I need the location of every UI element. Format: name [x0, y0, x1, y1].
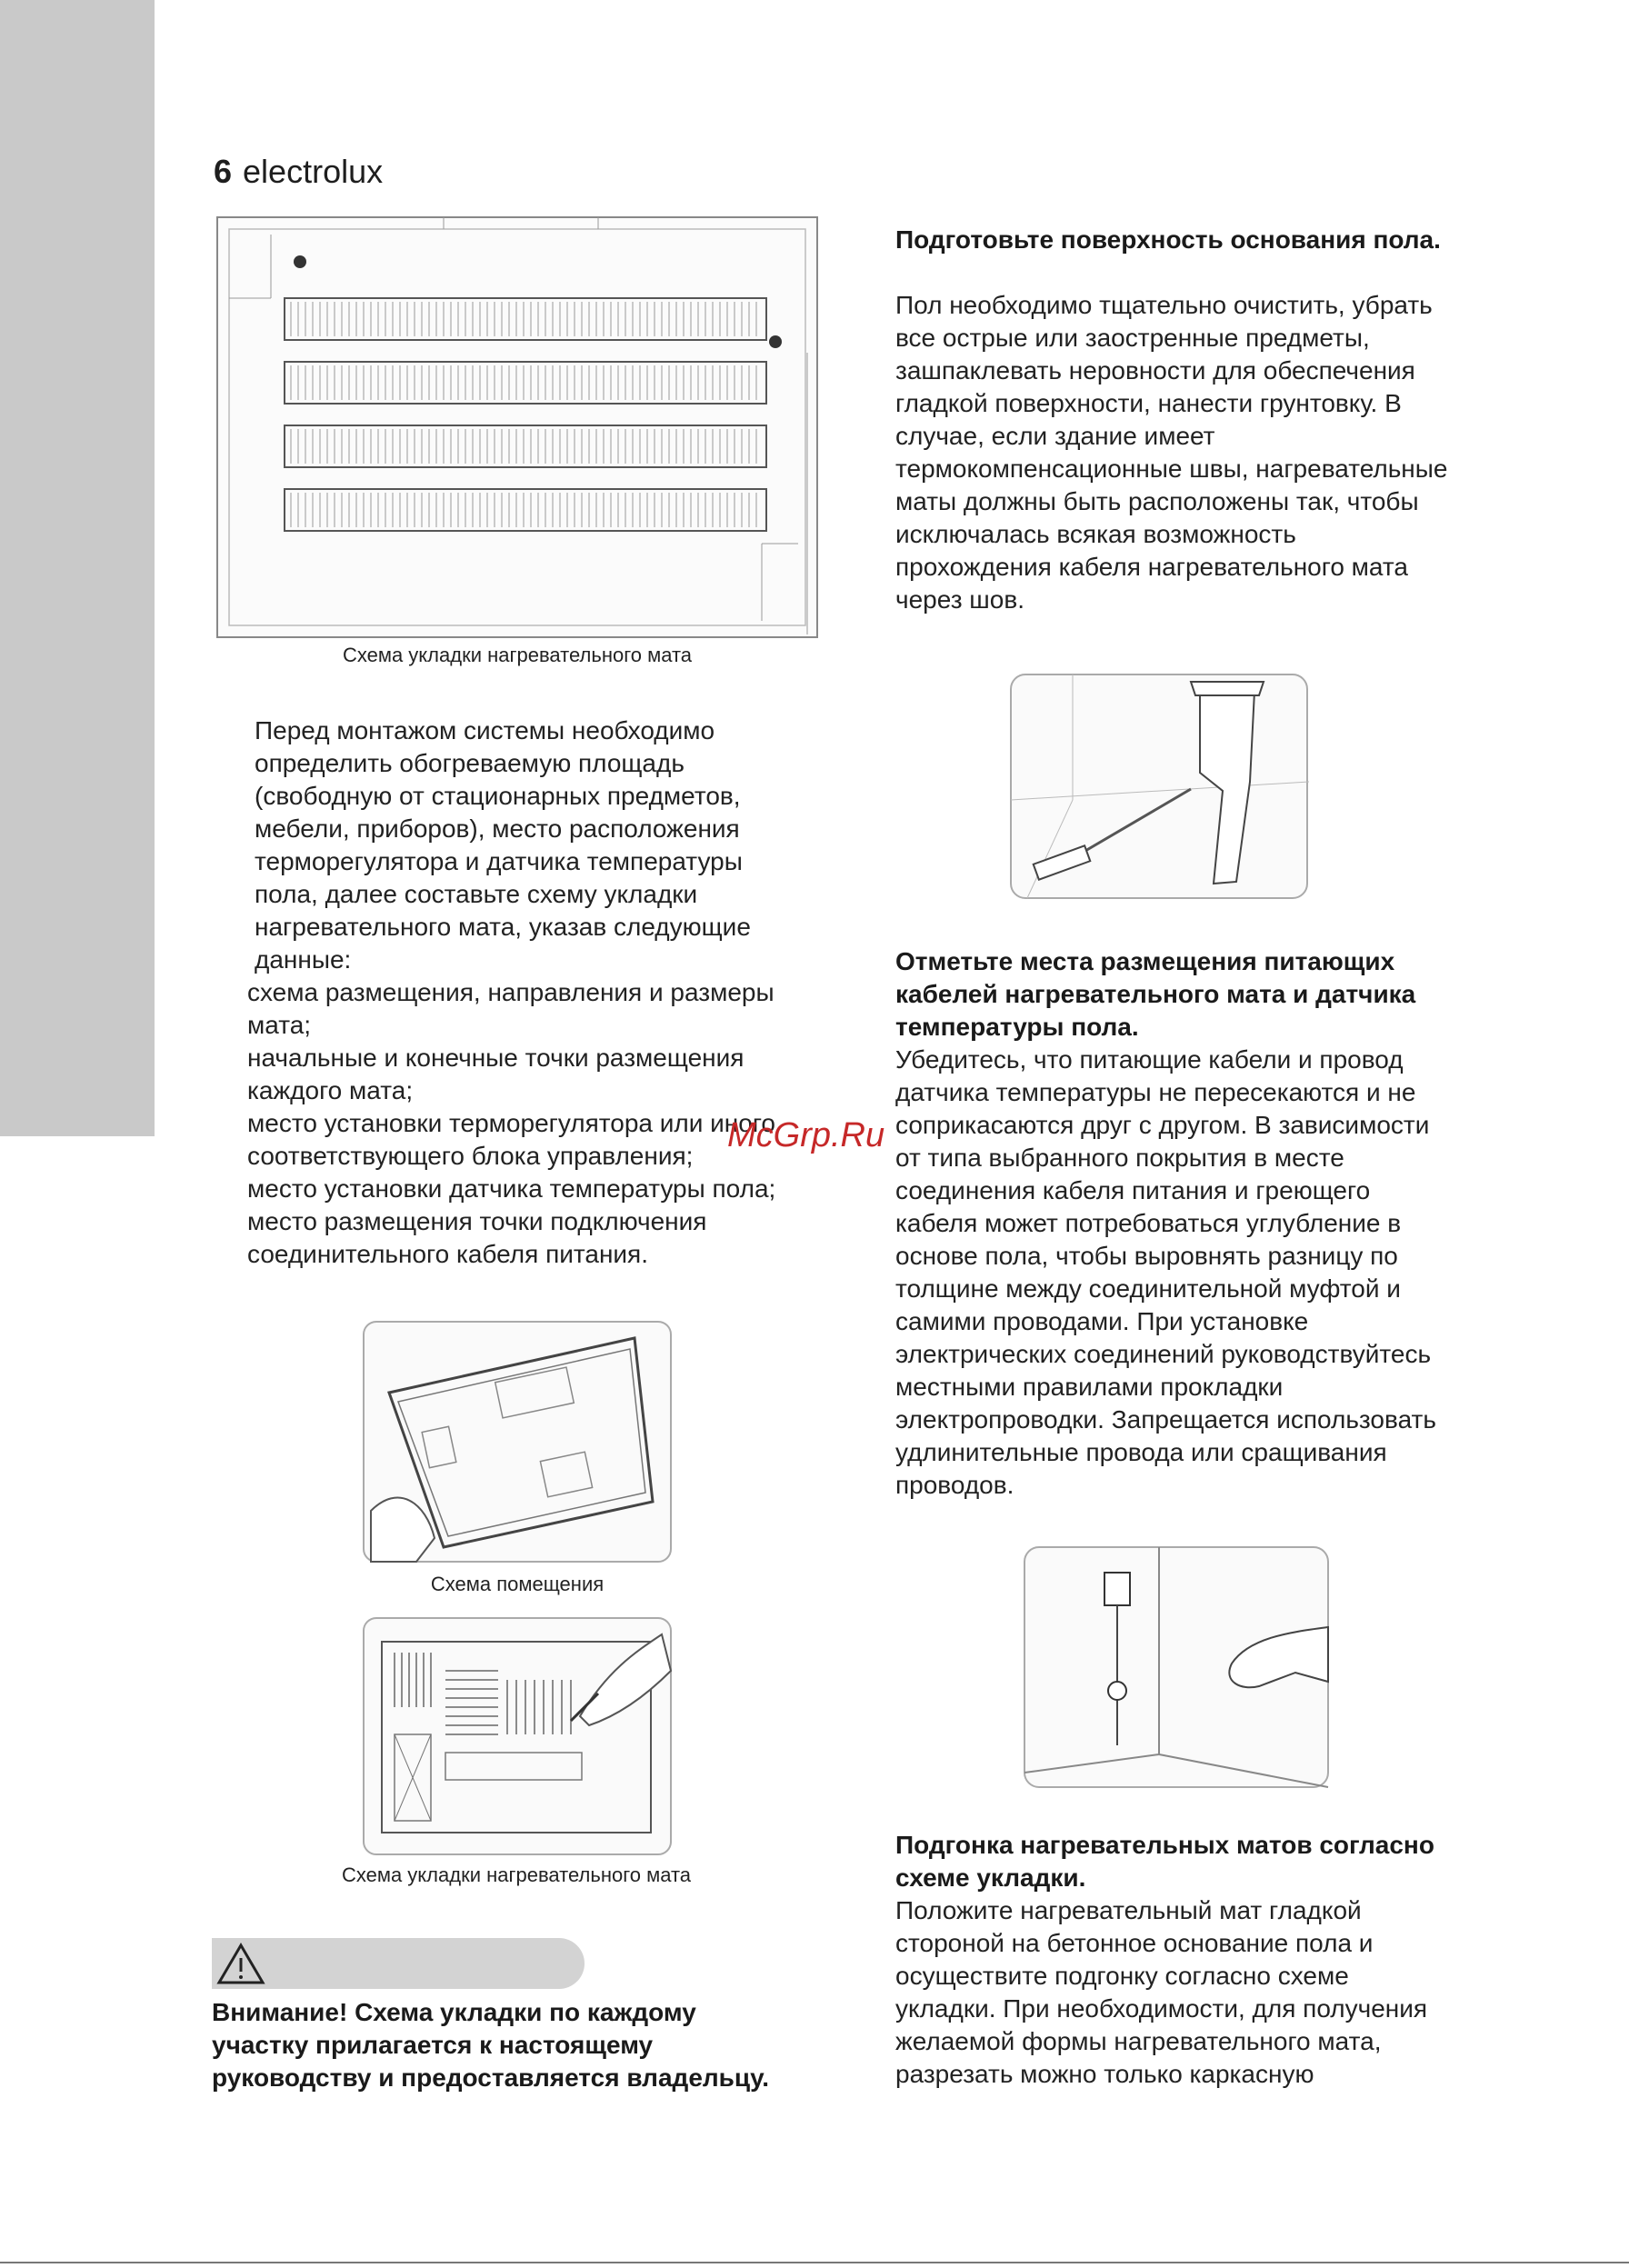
brand-name: electrolux	[243, 153, 384, 190]
left-margin-bar	[0, 0, 155, 1136]
section-heading: Подготовьте поверхность основания пола.	[895, 225, 1441, 254]
list-item: место установки датчика температуры пола;	[247, 1174, 776, 1203]
footer-line	[0, 2262, 1629, 2263]
intro-list	[247, 976, 811, 1271]
section-body: Пол необходимо тщательно очистить, убрать все острые или заостренные предметы, зашпаклевать неровности для обеспечения гладкой поверхности, нанести грунтовку. В случае, если здание имеет термокомпенсационные швы, нагревательные маты должны быть расположены так, чтобы исключалась всякая возможность прохождения кабеля нагревательного мата через шов.	[895, 291, 1448, 614]
warning-text: Внимание! Схема укладки по каждому участку прилагается к настоящему руководству и предоставляется владельцу.	[212, 1998, 769, 2092]
section-body: Положите нагревательный мат гладкой стороной на бетонное основание пола и осуществите подгонку согласно схеме укладки. При необходимости, для получения желаемой формы нагревательного мата, разрезать можно только каркасную	[895, 1896, 1428, 2088]
page-number: 6	[214, 153, 233, 190]
section-heading: Отметьте места размещения питающих кабелей нагревательного мата и датчика температуры пола.	[895, 947, 1416, 1041]
room-plan-caption: Схема помещения	[430, 1573, 605, 1595]
warning-triangle-icon	[215, 1941, 266, 1986]
thermostat-wall-mount-illustration	[1023, 1545, 1330, 1789]
list-item: начальные и конечные точки размещения каждого мата;	[247, 1044, 745, 1104]
room-plan-figure	[362, 1320, 673, 1564]
watermark: McGrp.Ru	[727, 1116, 885, 1154]
drawing-plan-caption: Схема укладки нагревательного мата	[341, 1863, 692, 1886]
page-header	[214, 153, 383, 191]
layout-plan-caption: Схема укладки нагревательного мата	[342, 644, 693, 666]
section-body: Убедитесь, что питающие кабели и провод датчика температуры не пересекаются и не соприкасаются друг с другом. В зависимости от типа выбранного покрытия в месте соединения кабеля питания и греющего кабеля может потребоваться углубление в основе пола, чтобы выровнять разницу по толщине между соединительной муфтой и самими проводами. При установке электрических соединений руководствуйтесь местными правилами прокладки электропроводки. Запрещается использовать удлинительные провода или сращивания проводов.	[895, 1045, 1436, 1499]
list-item: схема размещения, направления и размеры мата;	[247, 978, 775, 1039]
layout-plan-figure	[216, 216, 818, 638]
list-item: место размещения точки подключения соединительного кабеля питания.	[247, 1207, 707, 1268]
floor-mopping-illustration	[1009, 673, 1309, 900]
warning-bar	[212, 1938, 585, 1989]
drawing-plan-figure	[362, 1616, 673, 1856]
section-heading: Подгонка нагревательных матов согласно схеме укладки.	[895, 1831, 1434, 1892]
list-item: место установки терморегулятора или иного соответствующего блока управления;	[247, 1109, 775, 1170]
intro-paragraph: Перед монтажом системы необходимо определить обогреваемую площадь (свободную от стационарных предметов, мебели, приборов), место расположения терморегулятора и датчика температуры пола, далее составьте схему укладки нагревательного мата, указав следующие данные:	[255, 716, 751, 974]
